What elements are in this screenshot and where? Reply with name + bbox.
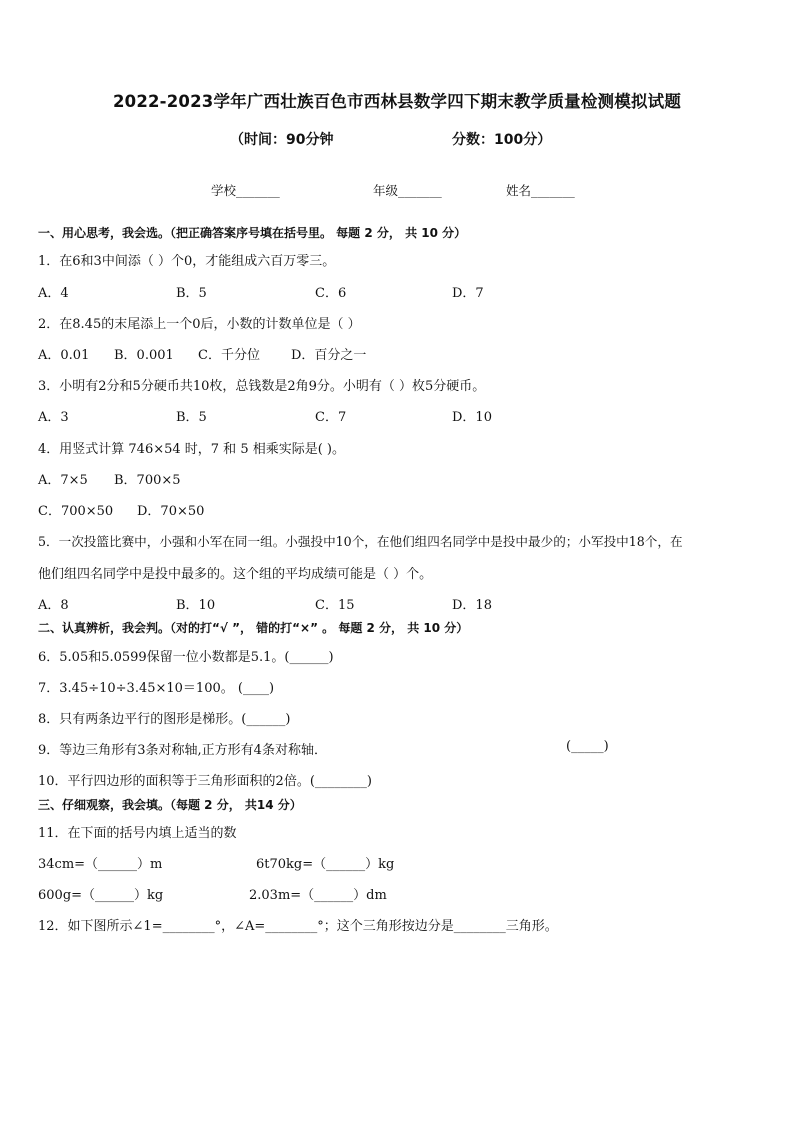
q3-option-c: C．7 (315, 410, 347, 425)
question-1: 1．在6和3中间添（ ）个0，才能组成六百万零三。 (38, 254, 336, 269)
q11-item-1: 34cm=（______）m (38, 857, 163, 872)
q11-item-2: 6t70kg=（______）kg (256, 857, 395, 872)
q4-option-c: C．700×50 (38, 504, 114, 519)
question-5-line-2: 他们组四名同学中是投中最多的。这个组的平均成绩可能是（ ）个。 (38, 567, 433, 582)
question-7: 7．3.45÷10÷3.45×10＝100。 (____) (38, 681, 275, 696)
q11-item-4: 2.03m=（______）dm (249, 888, 387, 903)
q1-option-d: D．7 (452, 286, 484, 301)
page-title: 2022-2023学年广西壮族百色市西林县数学四下期末教学质量检测模拟试题 (112, 92, 682, 111)
q2-option-b: B．0.001 (114, 348, 174, 363)
q4-option-b: B．700×5 (114, 473, 181, 488)
section-3-heading: 三、仔细观察，我会填。（每题 2 分， 共14 分） (38, 798, 302, 812)
question-9-blank: (_____) (566, 739, 609, 754)
q2-option-c: C．千分位 (198, 348, 260, 363)
q1-option-a: A．4 (38, 286, 69, 301)
question-12: 12．如下图所示∠1=________°，∠A=________°；这个三角形按边分是________三角形。 (38, 919, 558, 934)
q11-item-3: 600g=（______）kg (38, 888, 164, 903)
q3-option-a: A．3 (38, 410, 69, 425)
q4-option-a: A．7×5 (38, 473, 88, 488)
school-field: 学校_______ (211, 183, 280, 198)
section-2-heading: 二、认真辨析，我会判。（对的打“√ ”， 错的打“×” 。 每题 2 分， 共 10 分） (38, 621, 469, 635)
exam-score: 分数：100分） (452, 132, 552, 148)
q5-option-c: C．15 (315, 598, 355, 613)
q5-option-d: D．18 (452, 598, 492, 613)
question-4: 4．用竖式计算 746×54 时，7 和 5 相乘实际是( )。 (38, 442, 345, 457)
q1-option-b: B．5 (176, 286, 207, 301)
q3-option-d: D．10 (452, 410, 492, 425)
question-6: 6．5.05和5.0599保留一位小数都是5.1。(______) (38, 650, 334, 665)
q5-option-a: A．8 (38, 598, 69, 613)
q2-option-a: A．0.01 (38, 348, 90, 363)
q5-option-b: B．10 (176, 598, 216, 613)
question-3: 3．小明有2分和5分硬币共10枚，总钱数是2角9分。小明有（ ）枚5分硬币。 (38, 379, 486, 394)
question-5-line-1: 5．一次投篮比赛中，小强和小军在同一组。小强投中10个，在他们组四名同学中是投中最少的；小军投中18个，在 (38, 534, 683, 549)
q1-option-c: C．6 (315, 286, 347, 301)
q3-option-b: B．5 (176, 410, 207, 425)
question-11: 11．在下面的括号内填上适当的数 (38, 826, 237, 841)
q4-option-d: D．70×50 (137, 504, 205, 519)
section-1-heading: 一、用心思考，我会选。（把正确答案序号填在括号里。 每题 2 分， 共 10 分） (38, 226, 467, 240)
exam-time: （时间：90分钟 (230, 132, 334, 148)
question-10: 10．平行四边形的面积等于三角形面积的2倍。(________) (38, 774, 372, 789)
question-2: 2．在8.45的末尾添上一个0后，小数的计数单位是（ ） (38, 317, 361, 332)
question-8: 8．只有两条边平行的图形是梯形。(______) (38, 712, 291, 727)
name-field: 姓名_______ (506, 183, 575, 198)
q2-option-d: D．百分之一 (291, 348, 367, 363)
question-9: 9．等边三角形有3条对称轴,正方形有4条对称轴． (38, 743, 327, 758)
grade-field: 年级_______ (373, 183, 442, 198)
